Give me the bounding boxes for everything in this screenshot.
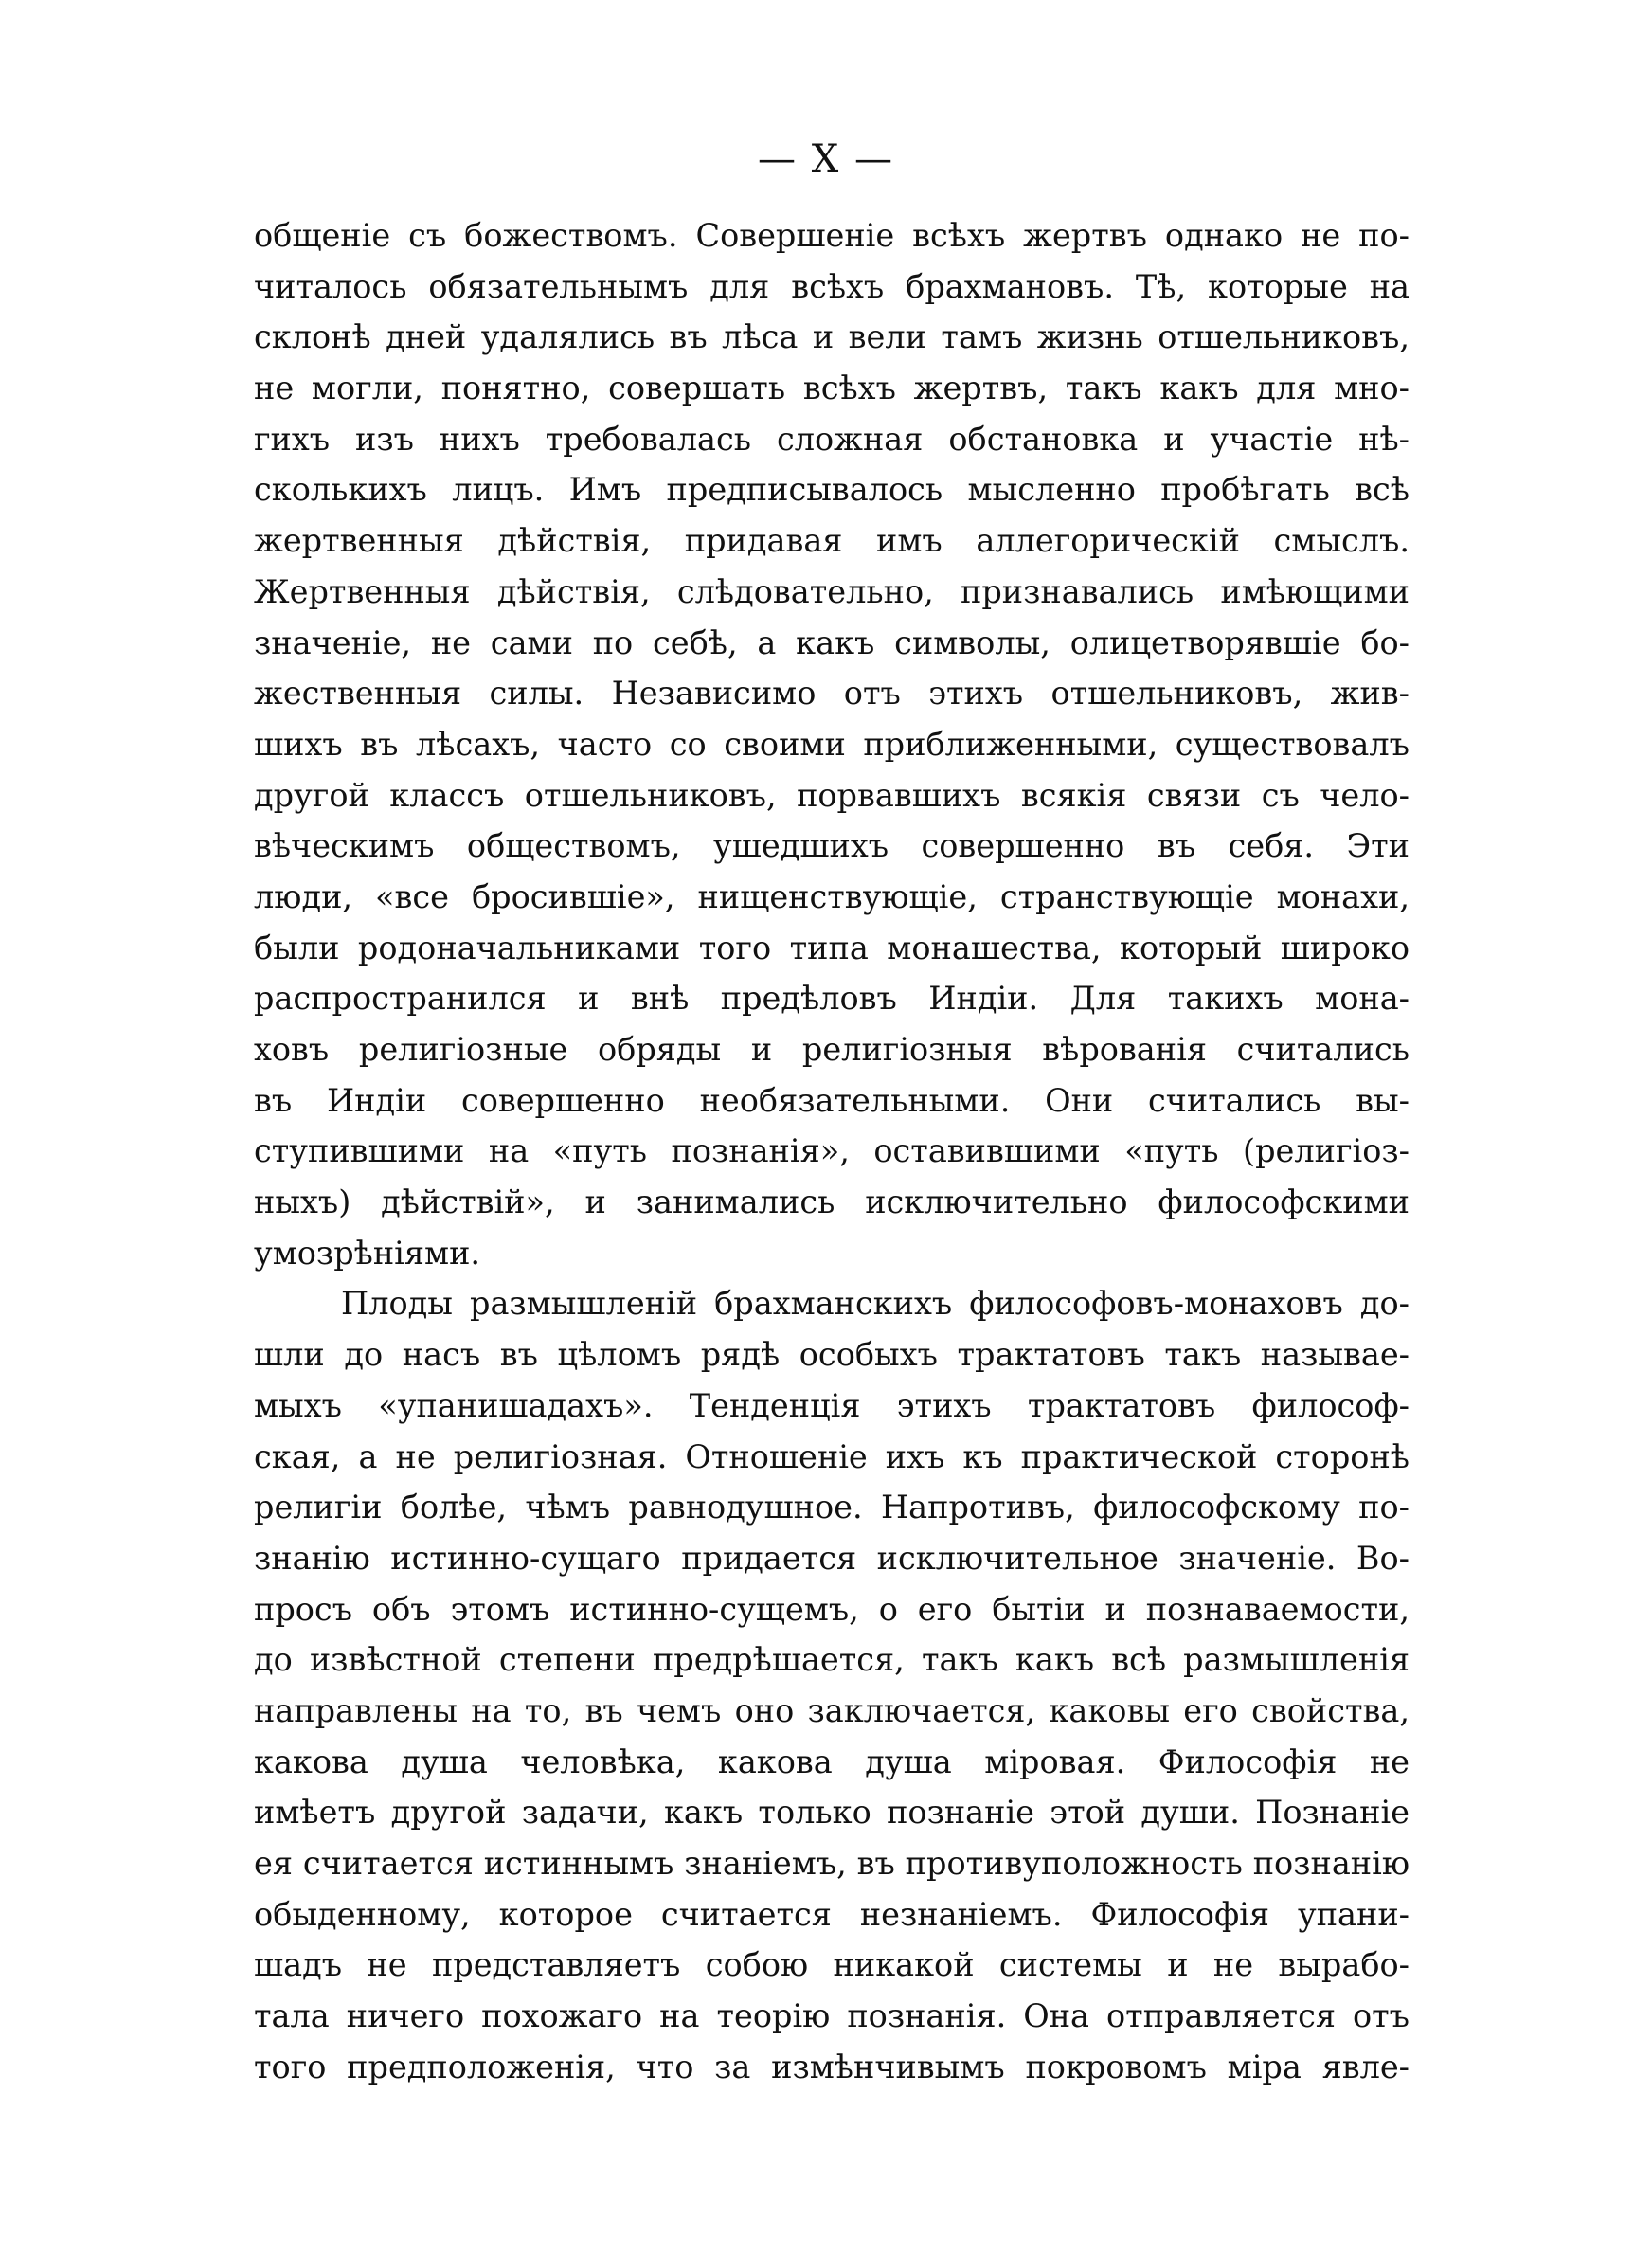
text-line: ховъ религіозные обряды и религіозныя вѣрованія считались [254,1031,1410,1068]
page-number: — X — [758,137,894,181]
text-line: религіи болѣе, чѣмъ равнодушное. Напротивъ, философскому по- [254,1489,1410,1526]
text-line: жественныя силы. Независимо отъ этихъ отшельниковъ, жив- [254,675,1410,713]
text-line: до извѣстной степени предрѣшается, такъ какъ всѣ размышленія [254,1641,1410,1679]
text-line: гихъ изъ нихъ требовалась сложная обстановка и участіе нѣ- [254,420,1410,458]
text-line: ея считается истиннымъ знаніемъ, въ противуположность познанію [254,1845,1410,1882]
text-line: вѣческимъ обществомъ, ушедшихъ совершенно въ себя. Эти [254,827,1410,865]
body-text [254,210,1410,2092]
paragraph-2 [254,1278,1410,2092]
text-line: значеніе, не сами по себѣ, а какъ символы, олицетворявшіе бо- [254,623,1410,661]
text-line: какова душа человѣка, какова душа міровая. Философія не [254,1742,1410,1780]
paragraph-1 [254,210,1410,1278]
text-line: направлены на то, въ чемъ оно заключается, каковы его свойства, [254,1691,1410,1729]
text-line: Жертвенныя дѣйствія, слѣдовательно, признавались имѣющими [254,572,1410,610]
text-line: ступившими на «путь познанія», оставившими «путь (религіоз- [254,1132,1410,1170]
text-line: шадъ не представляетъ собою никакой системы и не вырабо- [254,1946,1410,1984]
text-line: въ Индіи совершенно необязательными. Они считались вы- [254,1081,1410,1119]
text-line: ныхъ) дѣйствій», и занимались исключительно философскими [254,1183,1410,1221]
text-line: распространился и внѣ предѣловъ Индіи. Для такихъ мона- [254,980,1410,1018]
text-line: другой классъ отшельниковъ, порвавшихъ всякія связи съ чело- [254,776,1410,814]
text-line: не могли, понятно, совершать всѣхъ жертвъ, такъ какъ для мно- [254,370,1410,407]
text-line: шли до насъ въ цѣломъ рядѣ особыхъ трактатовъ такъ называе- [254,1336,1410,1374]
text-line: того предположенія, что за измѣнчивымъ покровомъ міра явле- [254,2048,1410,2085]
text-line: люди, «все бросившіе», нищенствующіе, странствующіе монахи, [254,877,1410,915]
text-line: читалось обязательнымъ для всѣхъ брахмановъ. Тѣ, которые на [254,267,1410,305]
text-line: склонѣ дней удалялись въ лѣса и вели тамъ жизнь отшельниковъ, [254,318,1410,356]
text-line: просъ объ этомъ истинно-сущемъ, о его бытіи и познаваемости, [254,1590,1410,1628]
text-line: имѣетъ другой задачи, какъ только познаніе этой души. Познаніе [254,1794,1410,1832]
text-line: шихъ въ лѣсахъ, часто со своими приближенными, существовалъ [254,725,1410,763]
text-line: обыденному, которое считается незнаніемъ. Философія упани- [254,1895,1410,1933]
text-line: мыхъ «упанишадахъ». Тенденція этихъ трактатовъ философ- [254,1386,1410,1424]
text-line: общеніе съ божествомъ. Совершеніе всѣхъ жертвъ однако не по- [254,217,1410,254]
text-line: ская, а не религіозная. Отношеніе ихъ къ практической сторонѣ [254,1437,1410,1475]
text-line: тала ничего похожаго на теорію познанія. Она отправляется отъ [254,1997,1410,2035]
text-line: Плоды размышленій брахманскихъ философовъ-монаховъ до- [341,1285,1410,1323]
text-line: жертвенныя дѣйствія, придавая имъ аллегорическій смыслъ. [254,522,1410,560]
text-line: сколькихъ лицъ. Имъ предписывалось мысленно пробѣгать всѣ [254,471,1410,509]
text-line: умозрѣніями. [254,1234,481,1272]
text-line: были родоначальниками того типа монашества, который широко [254,929,1410,966]
text-line: знанію истинно-сущаго придается исключительное значеніе. Во- [254,1539,1410,1577]
